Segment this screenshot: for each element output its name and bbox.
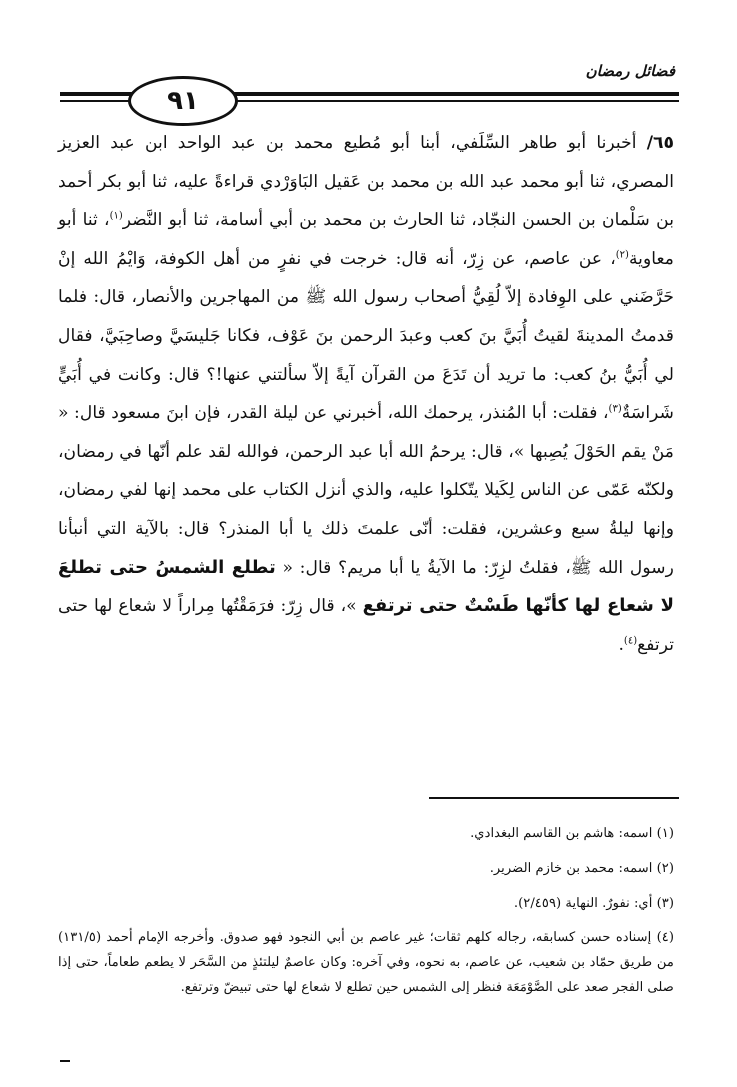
hadith-text-end: . xyxy=(618,634,624,655)
footnote-ref-4: (٤) xyxy=(623,634,638,646)
running-title: فضائل رمضان xyxy=(585,62,675,80)
footnotes xyxy=(58,820,674,1008)
footnote-1: (١) اسمه: هاشم بن القاسم البغدادي. xyxy=(470,826,674,841)
hadith-quote: تطلع الشمسُ حتى تطلعَ لا شعاع لها كأنّها طَسْتٌ حتى ترتفع xyxy=(58,556,674,617)
page-number-oval xyxy=(128,76,238,126)
footnote-separator xyxy=(429,797,679,799)
hadith-text-part-1: أخبرنا أبو طاهر السِّلَفي، أبنا أبو مُطيع محمد بن عبد الواحد ابن عبد العزيز المصري، ثنا أبو محمد عبد الله بن محمد بن عَقيل البَاوَرْدي قراءةً عليه، ثنا أبو بكر أحمد بن سَلْمان بن الحسن النجّاد، ثنا الحارث بن محمد بن أبي أسامة، ثنا أبو النَّضر xyxy=(58,133,674,231)
hadith-text-part-2: ، ثنا أبو معاوية xyxy=(58,210,674,269)
footnote-4: (٤) إسناده حسن كسابقه، رجاله كلهم ثقات؛ غير عاصم بن أبي النجود فهو صدوق. وأخرجه الإمام أحمد (١٣١/٥) من طريق حمّاد بن شعيب، عن عاصم، به نحوه، وفي آخره: وكان عاصمٌ ليلتئذٍ من السَّحَر لا يطعم طعاماً، حتى إذا صلى الفجر صعد على الصَّوْمَعَة فنظر إلى الشمس حين تطلع لا شعاع لها حتى تبيضّ وترتفع. xyxy=(58,930,674,995)
footnote-3: (٣) أي: نفورٌ. النهاية (٢/٤٥٩). xyxy=(513,896,674,911)
footnote-ref-2: (٢) xyxy=(615,249,629,261)
hadith-number: ٦٥/ xyxy=(646,133,674,153)
footnote-2: (٢) اسمه: محمد بن خازم الضرير. xyxy=(489,861,674,876)
page-end-dash xyxy=(60,1060,70,1062)
hadith-text-part-4: ، فقلت: أبا المُنذر، يرحمك الله، أخبرني عن ليلة القدر، فإن ابنَ مسعود قال: « مَنْ يقم الحَوْلَ يُصِبها »، قال: يرحمُ الله أبا عبد الرحمن، فوالله لقد علم أنّها في رمضان، ولكنّه عَمّى عن الناس لِكَيلا يتّكلوا عليه، والذي أنزل الكتاب على محمد إنها لفي رمضان، وإنها ليلةُ سبع وعشرين، فقلت: أنّى علمتَ ذلك يا أبا المنذر؟ قال: بالآية التي أنبأنا رسول الله ﷺ، فقلتُ لزِرّ: ما الآيةُ يا أبا مريم؟ قال: « xyxy=(58,403,674,578)
footnote-ref-3: (٣) xyxy=(608,403,622,415)
hadith-text-part-5: »، قال زِرّ: فرَمَقْتُها مِراراً لا شعاع لها حتى ترتفع xyxy=(58,596,674,655)
footnote-ref-1: (١) xyxy=(109,210,123,222)
page-number: ٩١ xyxy=(167,86,199,116)
hadith-paragraph xyxy=(58,124,674,664)
hadith-text-part-3: ، عن عاصم، عن زِرّ، أنه قال: خرجت في نفرٍ من أهل الكوفة، وَايْمُ الله إنْ حَرَّضَني على الوِفادة إلاّ لُقِيُّ أصحاب رسول الله ﷺ من المهاجرين والأنصار، قال: فلما قدمتُ المدينةَ لقيتُ أُبَيَّ بنَ كعب وعبدَ الرحمن بنَ عَوْف، فكانا جَليسَيَّ وصاحِبَيَّ، فقال لي أُبَيُّ بنُ كعب: ما تريد أن تَدَعَ من القرآن آيةً إلاّ سألتني عنها!؟ قال: وكانت في أُبَيٍّ شَراسَةٌ xyxy=(58,248,674,424)
